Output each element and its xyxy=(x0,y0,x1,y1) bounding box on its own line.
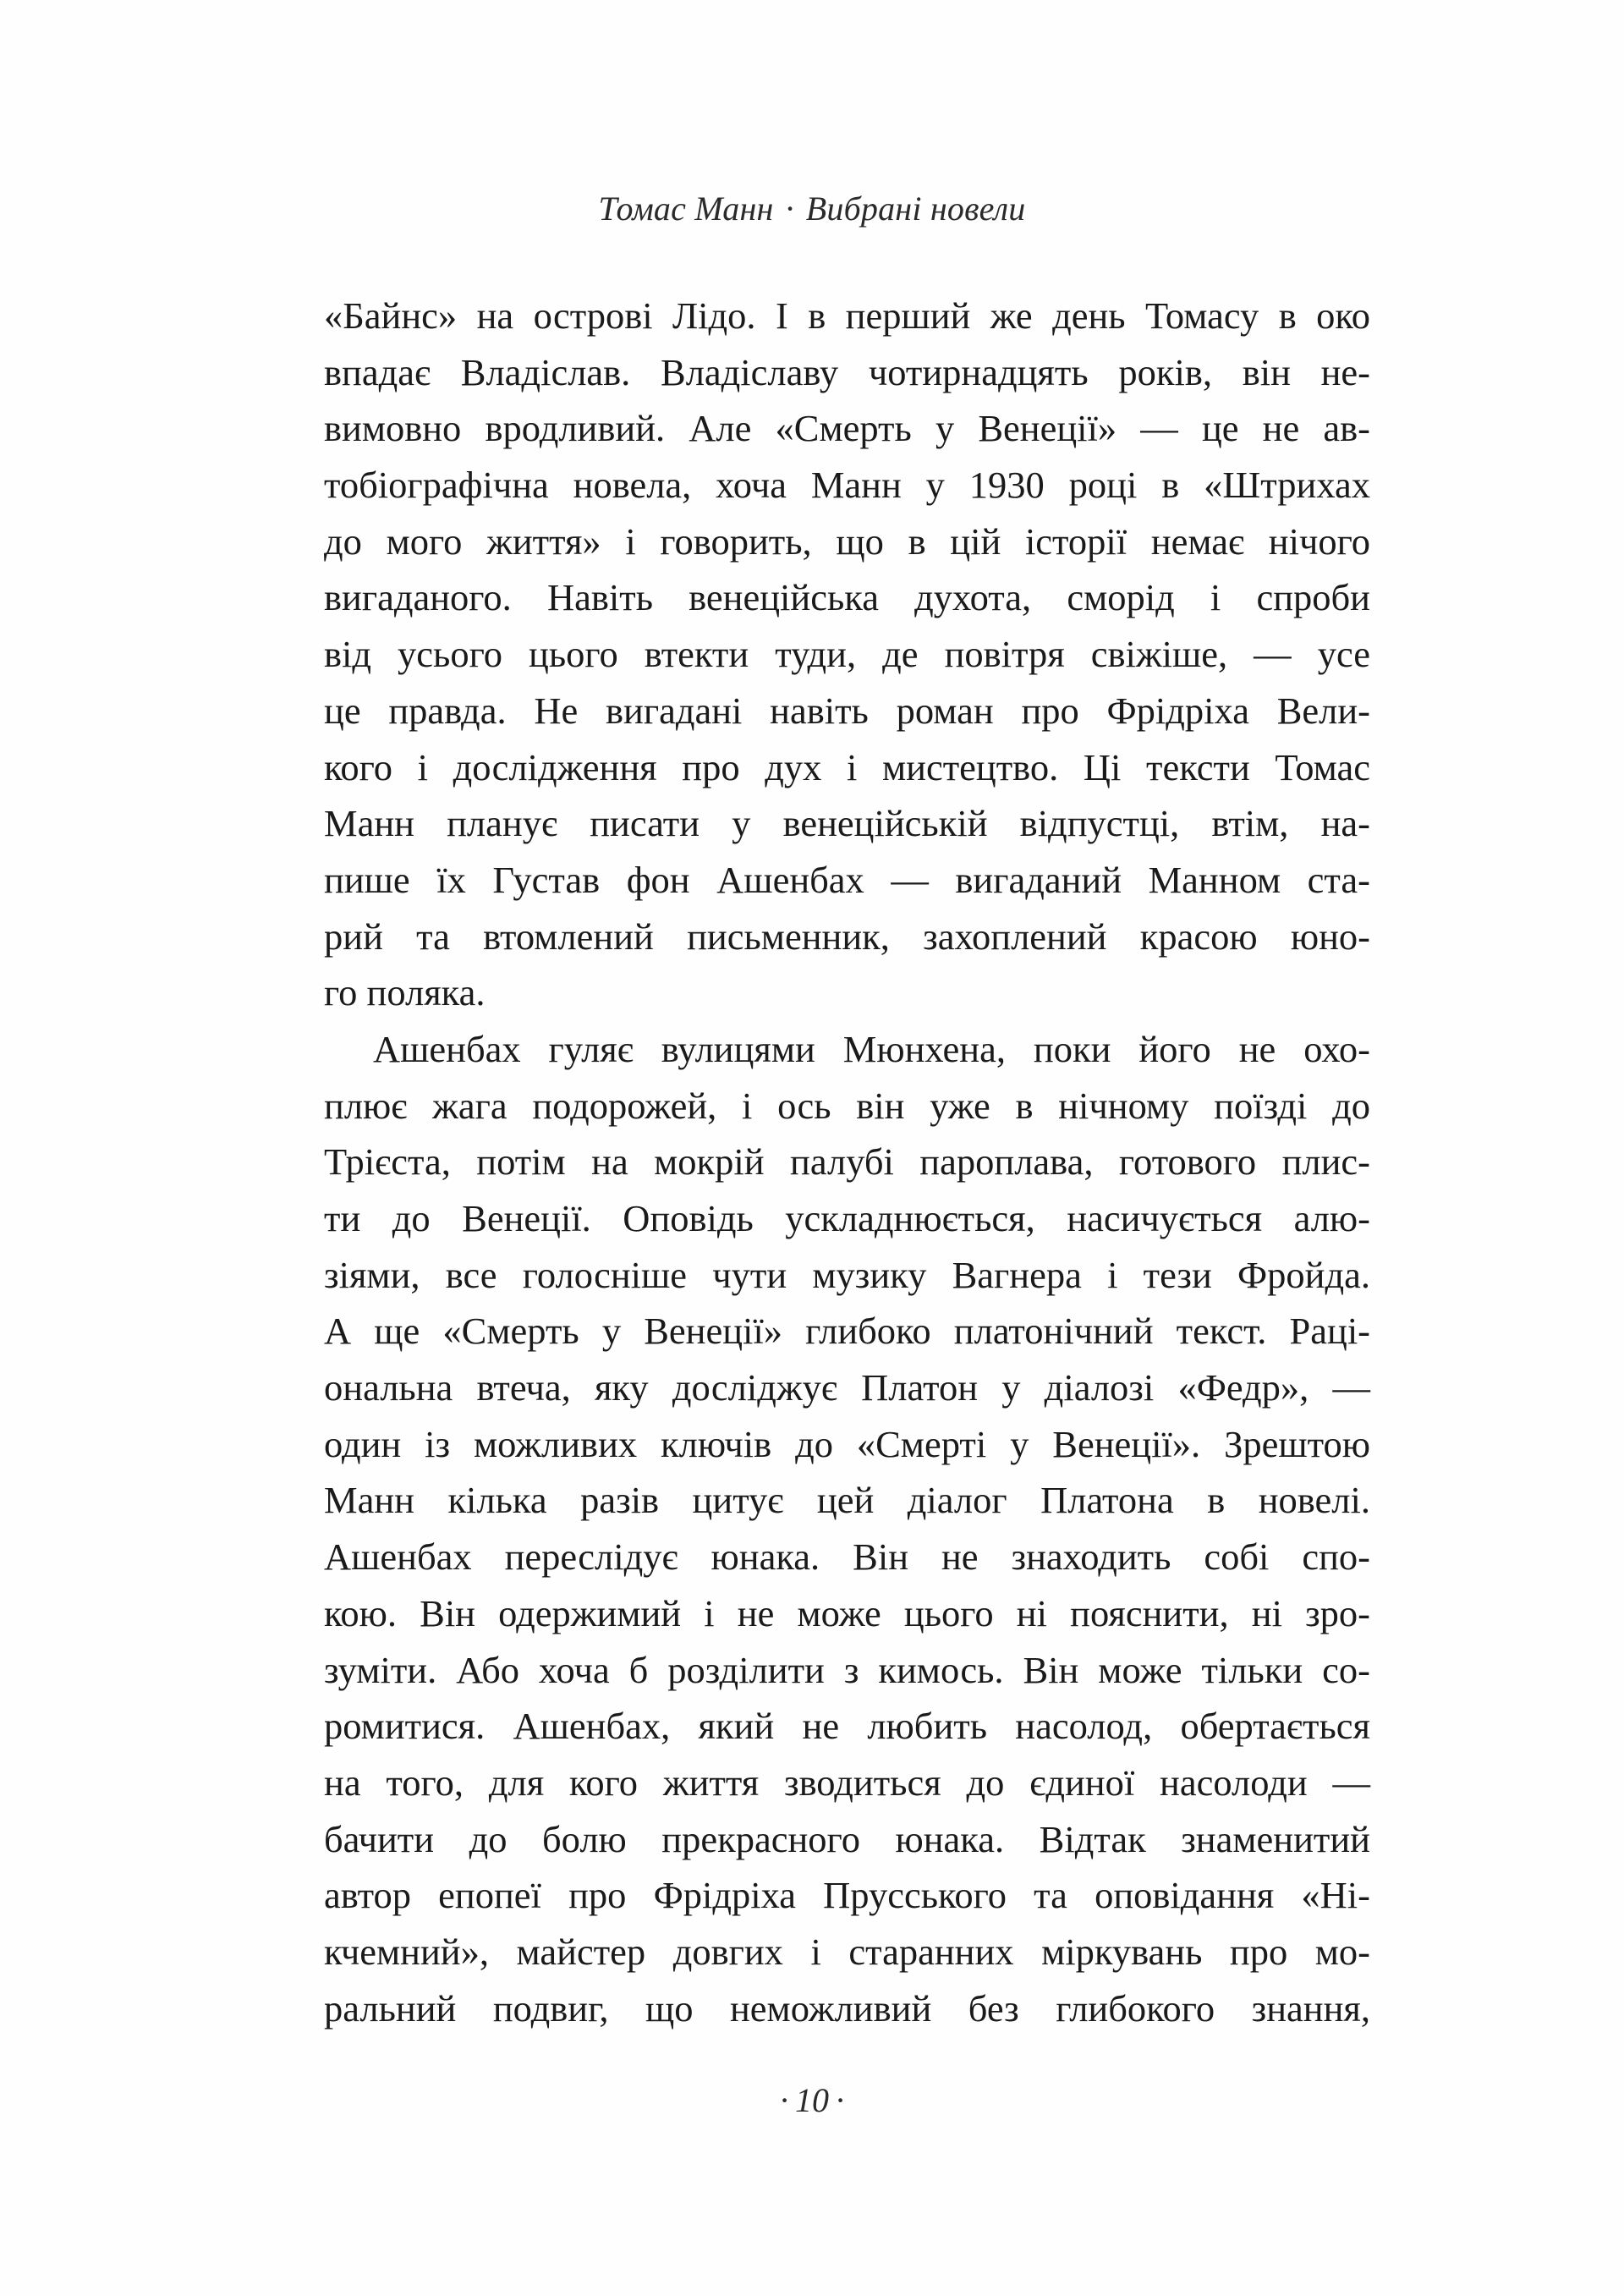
text-line: Манн кілька разів цитує цей діалог Платона в новелі. xyxy=(324,1479,1370,1522)
text-line: кчемний», майстер довгих і старанних міркувань про мо- xyxy=(324,1930,1370,1973)
text-line: вимовно вродливий. Але «Смерть у Венеції» — це не ав- xyxy=(324,407,1370,450)
text-line: зуміти. Або хоча б розділити з кимось. Він може тільки со- xyxy=(324,1648,1370,1691)
text-line: го поляка. xyxy=(324,971,486,1014)
text-line: від усього цього втекти туди, де повітря свіжіше, — усе xyxy=(324,633,1370,676)
text-line: кою. Він одержимий і не може цього ні пояснити, ні зро- xyxy=(324,1591,1370,1634)
text-line: «Байнс» на острові Лідо. І в перший же день Томасу в око xyxy=(324,294,1370,337)
text-line: Ашенбах переслідує юнака. Він не знаходить собі спо- xyxy=(324,1535,1370,1579)
text-line: ональна втеча, яку досліджує Платон у діалозі «Федр», — xyxy=(324,1366,1370,1409)
text-line: на того, для кого життя зводиться до єдиної насолоди — xyxy=(324,1760,1370,1804)
text-line: ти до Венеції. Оповідь ускладнюється, насичується алю- xyxy=(324,1197,1370,1239)
body-text xyxy=(324,288,1370,2036)
text-line: вигаданого. Навіть венеційська духота, сморід і спроби xyxy=(324,576,1370,619)
page-number-value: 10 xyxy=(795,2081,829,2119)
text-line: ральний подвиг, що неможливий без глибокого знання, xyxy=(324,1986,1370,2030)
text-line: пише їх Густав фон Ашенбах — вигаданий Манном ста- xyxy=(324,858,1370,901)
text-line: кого і дослідження про дух і мистецтво. Ці тексти Томас xyxy=(324,745,1370,788)
header-author: Томас Манн xyxy=(598,190,774,228)
text-line: А ще «Смерть у Венеції» глибоко платонічний текст. Раці- xyxy=(324,1310,1370,1353)
text-line: Ашенбах гуляє вулицями Мюнхена, поки його не охо- xyxy=(373,1027,1370,1070)
text-line: зіями, все голосніше чути музику Вагнера і тези Фройда. xyxy=(324,1253,1370,1296)
running-header xyxy=(0,188,1624,230)
text-line: автор епопеї про Фрідріха Прусського та оповідання «Ні- xyxy=(324,1874,1370,1917)
folio-dot-left: · xyxy=(780,2081,788,2119)
header-book-title: Вибрані новели xyxy=(805,190,1026,228)
text-line: це правда. Не вигадані навіть роман про Фрідріха Вели- xyxy=(324,689,1370,732)
text-line: Трієста, потім на мокрій палубі пароплава, готового плис- xyxy=(324,1140,1370,1184)
text-line: ромитися. Ашенбах, який не любить насолод, обертається xyxy=(324,1705,1370,1748)
folio-dot-right: · xyxy=(836,2081,844,2119)
text-line: Манн планує писати у венеційській відпустці, втім, на- xyxy=(324,802,1370,845)
text-line: один із можливих ключів до «Смерті у Венеції». Зрештою xyxy=(324,1422,1370,1465)
text-line: впадає Владіслав. Владіславу чотирнадцять років, він не- xyxy=(324,350,1370,393)
text-line: плює жага подорожей, і ось він уже в нічному поїзді до xyxy=(324,1084,1370,1127)
text-line: тобіографічна новела, хоча Манн у 1930 році в «Штрихах xyxy=(324,464,1370,507)
page-number xyxy=(0,2079,1624,2122)
header-separator: · xyxy=(785,190,794,228)
paragraph-1 xyxy=(324,288,1370,1021)
text-line: бачити до болю прекрасного юнака. Відтак знаменитий xyxy=(324,1817,1370,1860)
text-line: рий та втомлений письменник, захоплений красою юно- xyxy=(324,915,1370,958)
text-line: до мого життя» і говорить, що в цій історії немає нічого xyxy=(324,519,1370,563)
paragraph-2 xyxy=(324,1021,1370,2036)
